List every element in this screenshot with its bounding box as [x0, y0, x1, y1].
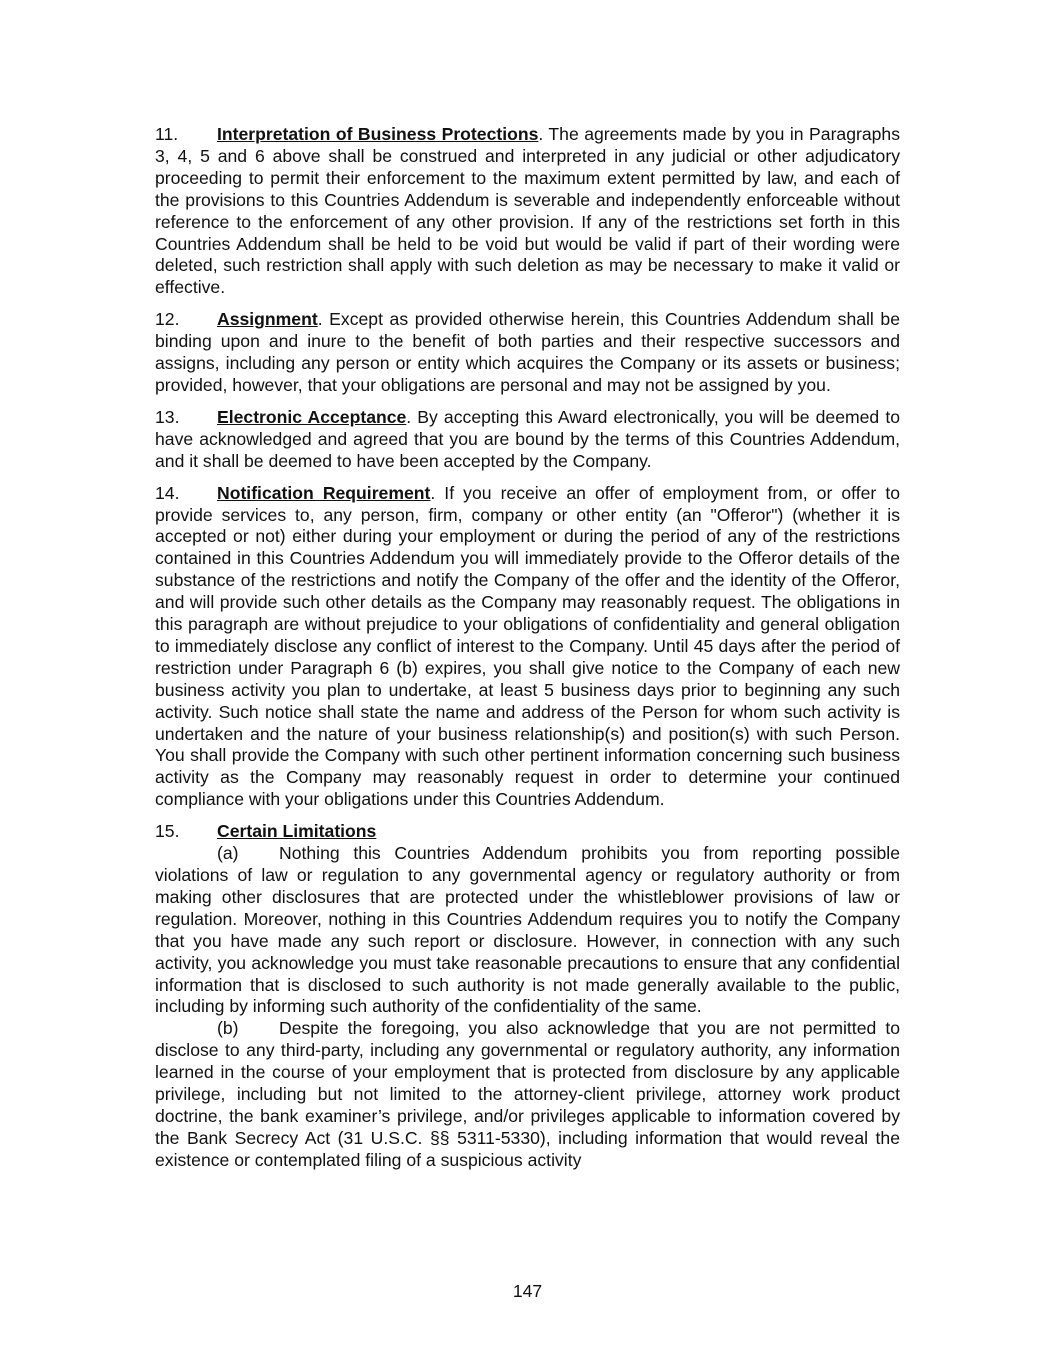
subsection-text: Despite the foregoing, you also acknowledge that you are not permitted to disclose to any third-party, including any governmental or regulatory authority, any information learned in the course of your employment that is protected from disclosure by any applicable privilege, including but not limited to the attorney-client privilege, attorney work product doctrine, the bank examiner’s privilege, and/or privileges applicable to information covered by the Bank Secrecy Act (31 U.S.C. §§ 5311-5330), including information that would reveal the existence or contemplated filing of a suspicious activity — [155, 1018, 900, 1170]
document-page — [155, 124, 900, 1172]
subsection-text: Nothing this Countries Addendum prohibits you from reporting possible violations of law or regulation to any governmental agency or regulatory authority or from making other disclosures that are protected under the whistleblower provisions of law or regulation. Moreover, nothing in this Countries Addendum requires you to notify the Company that you have made any such report or disclosure. However, in connection with any such activity, you acknowledge you must take reasonable precautions to ensure that any confidential information that is disclosed to such authority is not made generally available to the public, including by informing such authority of the confidentiality of the same. — [155, 843, 900, 1017]
subsection-b — [155, 1018, 900, 1171]
section-body: . If you receive an offer of employment from, or offer to provide services to, any person, firm, company or other entity (an "Offeror") (whether it is accepted or not) either during your employment or during the period of any of the restrictions contained in this Countries Addendum you will immediately provide to the Offeror details of the substance of the restrictions and notify the Company of the offer and the identity of the Offeror, and will provide such other details as the Company may reasonably request. The obligations in this paragraph are without prejudice to your obligations of confidentiality and general obligation to immediately disclose any conflict of interest to the Company. Until 45 days after the period of restriction under Paragraph 6 (b) expires, you shall give notice to the Company of each new business activity you plan to undertake, at least 5 business days prior to beginning any such activity. Such notice shall state the name and address of the Person for whom such activity is undertaken and the nature of your business relationship(s) and position(s) with such Person. You shall provide the Company with such other pertinent information concerning such business activity as the Company may reasonably request in order to determine your continued compliance with your obligations under this Countries Addendum. — [155, 482, 900, 810]
section-heading: Assignment — [217, 309, 318, 330]
section-13 — [155, 407, 900, 473]
section-heading: Electronic Acceptance — [217, 406, 407, 427]
subsection-a — [155, 843, 900, 1018]
section-body: . The agreements made by you in Paragraphs 3, 4, 5 and 6 above shall be construed and interpreted in any judicial or other adjudicatory proceeding to permit their enforcement to the maximum extent permitted by law, and each of the provisions to this Countries Addendum is severable and independently enforceable without reference to the enforcement of any other provision. If any of the restrictions set forth in this Countries Addendum shall be held to be void but would be valid if part of their wording were deleted, such restriction shall apply with such deletion as may be necessary to make it valid or effective. — [155, 124, 901, 298]
subsection-label: (a) — [217, 843, 239, 864]
section-heading: Notification Requirement — [217, 482, 431, 503]
section-body: . Except as provided otherwise herein, this Countries Addendum shall be binding upon and inure to the benefit of both parties and their respective successors and assigns, including any person or entity which acquires the Company or its assets or business; provided, however, that your obligations are personal and may not be assigned by you. — [155, 309, 900, 395]
section-15-heading-line — [155, 821, 900, 843]
section-number: 15. — [155, 821, 180, 842]
section-12 — [155, 309, 900, 397]
section-number: 14. — [155, 482, 180, 503]
section-14 — [155, 483, 900, 812]
section-body: . By accepting this Award electronically, you will be deemed to have acknowledged and agreed that you are bound by the terms of this Countries Addendum, and it shall be deemed to have been accepted by the Company. — [155, 406, 900, 471]
section-11 — [155, 124, 900, 299]
section-heading: Interpretation of Business Protections — [217, 124, 539, 144]
section-15 — [155, 821, 900, 1172]
page-number: 147 — [512, 1281, 543, 1301]
section-number: 12. — [155, 309, 180, 330]
section-number: 13. — [155, 406, 180, 427]
subsection-label: (b) — [217, 1018, 239, 1039]
section-number: 11. — [155, 124, 179, 144]
section-heading: Certain Limitations — [217, 821, 377, 842]
